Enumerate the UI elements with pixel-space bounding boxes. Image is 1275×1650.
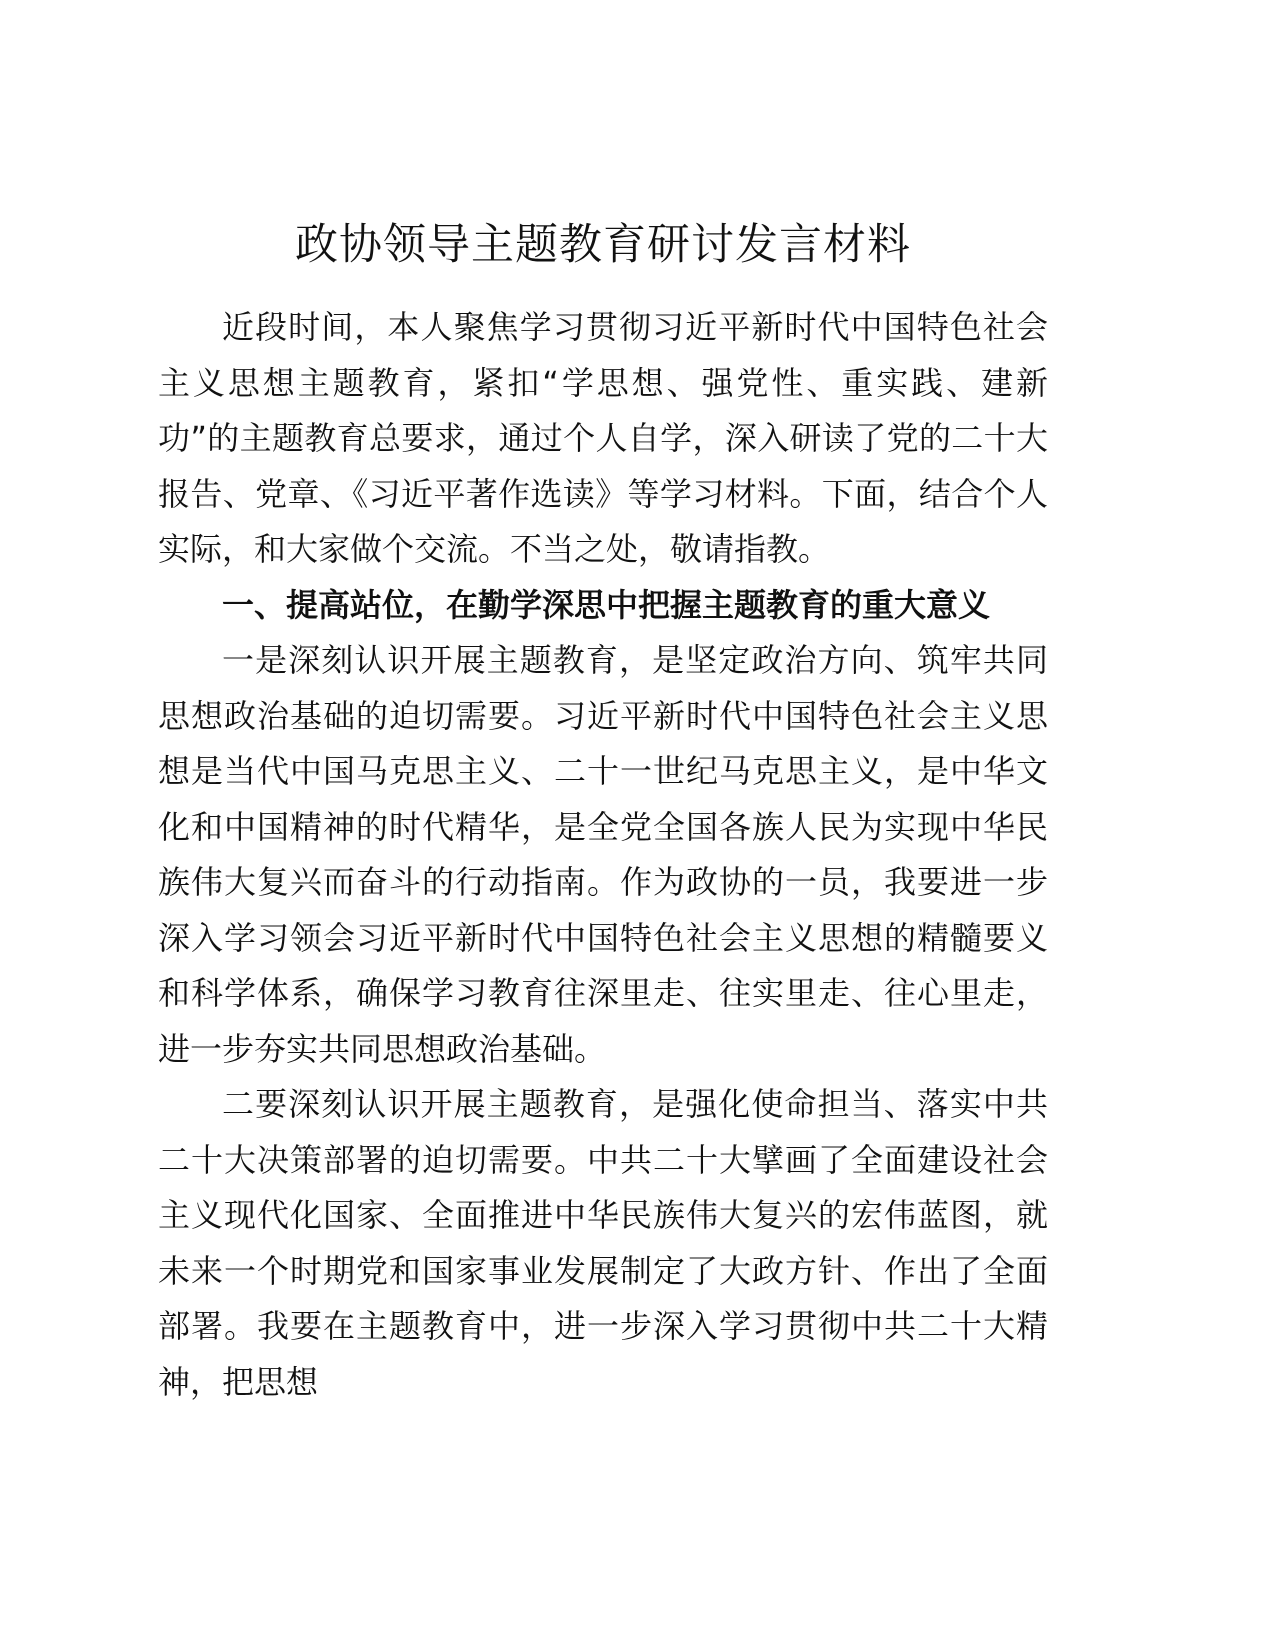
section-heading-1: 一、提高站位，在勤学深思中把握主题教育的重大意义 — [222, 585, 991, 624]
document-page — [158, 212, 1048, 1410]
body-paragraph-1: 一是深刻认识开展主题教育，是坚定政治方向、筑牢共同思想政治基础的迫切需要。习近平新时代中国特色社会主义思想是当代中国马克思主义、二十一世纪马克思主义，是中华文化和中国精神的时代精华，是全党全国各族人民为实现中华民族伟大复兴而奋斗的行动指南。作为政协的一员，我要进一步深入学习领会习近平新时代中国特色社会主义思想的精髓要义和科学体系，确保学习教育往深里走、往实里走、往心里走，进一步夯实共同思想政治基础。 — [158, 641, 1048, 1068]
document-title: 政协领导主题教育研讨发言材料 — [295, 220, 911, 270]
intro-paragraph: 近段时间，本人聚焦学习贯彻习近平新时代中国特色社会主义思想主题教育，紧扣“学思想、强党性、重实践、建新功”的主题教育总要求，通过个人自学，深入研读了党的二十大报告、党章、《习近平著作选读》等学习材料。下面，结合个人实际，和大家做个交流。不当之处，敬请指教。 — [158, 308, 1048, 568]
body-paragraph-2: 二要深刻认识开展主题教育，是强化使命担当、落实中共二十大决策部署的迫切需要。中共二十大擘画了全面建设社会主义现代化国家、全面推进中华民族伟大复兴的宏伟蓝图，就未来一个时期党和国家事业发展制定了大政方针、作出了全面部署。我要在主题教育中，进一步深入学习贯彻中共二十大精神，把思想 — [158, 1085, 1048, 1401]
